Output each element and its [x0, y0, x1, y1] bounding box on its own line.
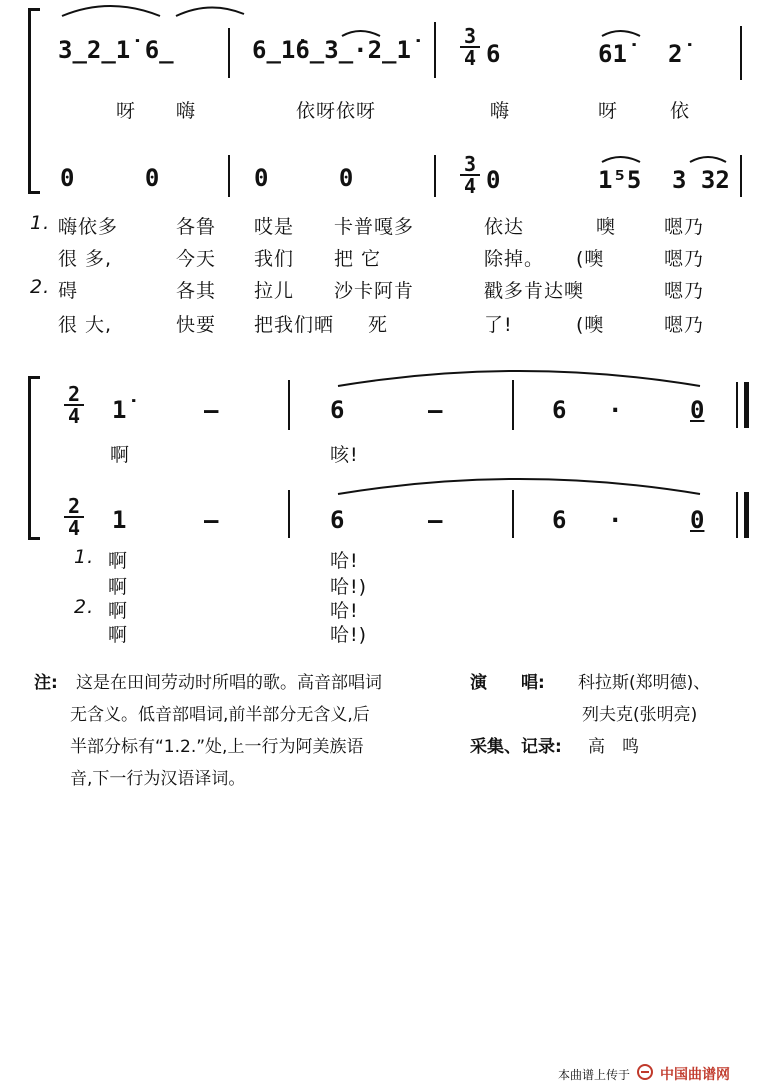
- note: 1̇: [112, 396, 127, 424]
- dash: –: [428, 396, 443, 424]
- note-line: 这是在田间劳动时所唱的歌。高音部唱词: [76, 673, 382, 693]
- note: 6: [330, 506, 345, 534]
- note-label: 注:: [34, 673, 58, 693]
- notes-lower-m3c: 3 32: [672, 166, 730, 194]
- lyric: 嗨: [490, 100, 511, 122]
- collect-label: 采集、记录:: [470, 737, 562, 757]
- lyric: 依: [670, 100, 691, 122]
- notes-upper-m1: 3̲2̲1̇ 6̲: [58, 36, 174, 64]
- notes-lower-m2: 0 0: [254, 164, 382, 192]
- note-line: 半部分标有“1.2.”处,上一行为阿美族语: [70, 737, 364, 757]
- note-line: 音,下一行为汉语译词。: [70, 769, 246, 789]
- lyric: 呀: [116, 100, 137, 122]
- lyric: 呀: [598, 100, 619, 122]
- note: 6: [330, 396, 345, 424]
- perform-label: 演 唱:: [470, 673, 545, 693]
- site-logo-text: 中国曲谱网: [660, 1067, 730, 1083]
- time-signature: 3 4: [460, 26, 480, 68]
- dash: –: [428, 506, 443, 534]
- rest: 0: [690, 506, 705, 534]
- notes-upper-m3c: 2̇: [668, 40, 683, 68]
- lyric: 咳!: [330, 444, 359, 466]
- rest: 0: [690, 396, 705, 424]
- dash: –: [204, 396, 219, 424]
- upload-text: 本曲谱上传于: [558, 1068, 631, 1082]
- site-logo-icon: [636, 1063, 656, 1081]
- performer: 科拉斯(郑明德)、: [578, 673, 711, 693]
- dot: ·: [608, 506, 623, 534]
- note: 1: [112, 506, 127, 534]
- dash: –: [204, 506, 219, 534]
- notes-lower-m1: 0 0: [60, 164, 188, 192]
- collector: 高 鸣: [588, 737, 639, 757]
- notes-upper-m2: 6̲1̇6̲3̲·2̲1̇: [252, 36, 411, 64]
- notes-lower-m3a: 0: [486, 166, 501, 194]
- note: 6: [552, 396, 567, 424]
- time-signature: 2 4: [64, 496, 84, 538]
- note: 6: [552, 506, 567, 534]
- notes-lower-m3b: 1⁵5: [598, 166, 642, 194]
- lyric: 依呀依呀: [296, 100, 377, 122]
- lyric: 嗨: [176, 100, 197, 122]
- lyric: 啊: [110, 444, 131, 466]
- notes-upper-m3b: 61̇: [598, 40, 627, 68]
- notes-upper-m3a: 6: [486, 40, 501, 68]
- performer: 列夫克(张明亮): [582, 705, 698, 725]
- time-signature: 2 4: [64, 384, 84, 426]
- time-signature: 3 4: [460, 154, 480, 196]
- note-line: 无含义。低音部唱词,前半部分无含义,后: [70, 705, 370, 725]
- dot: ·: [608, 396, 623, 424]
